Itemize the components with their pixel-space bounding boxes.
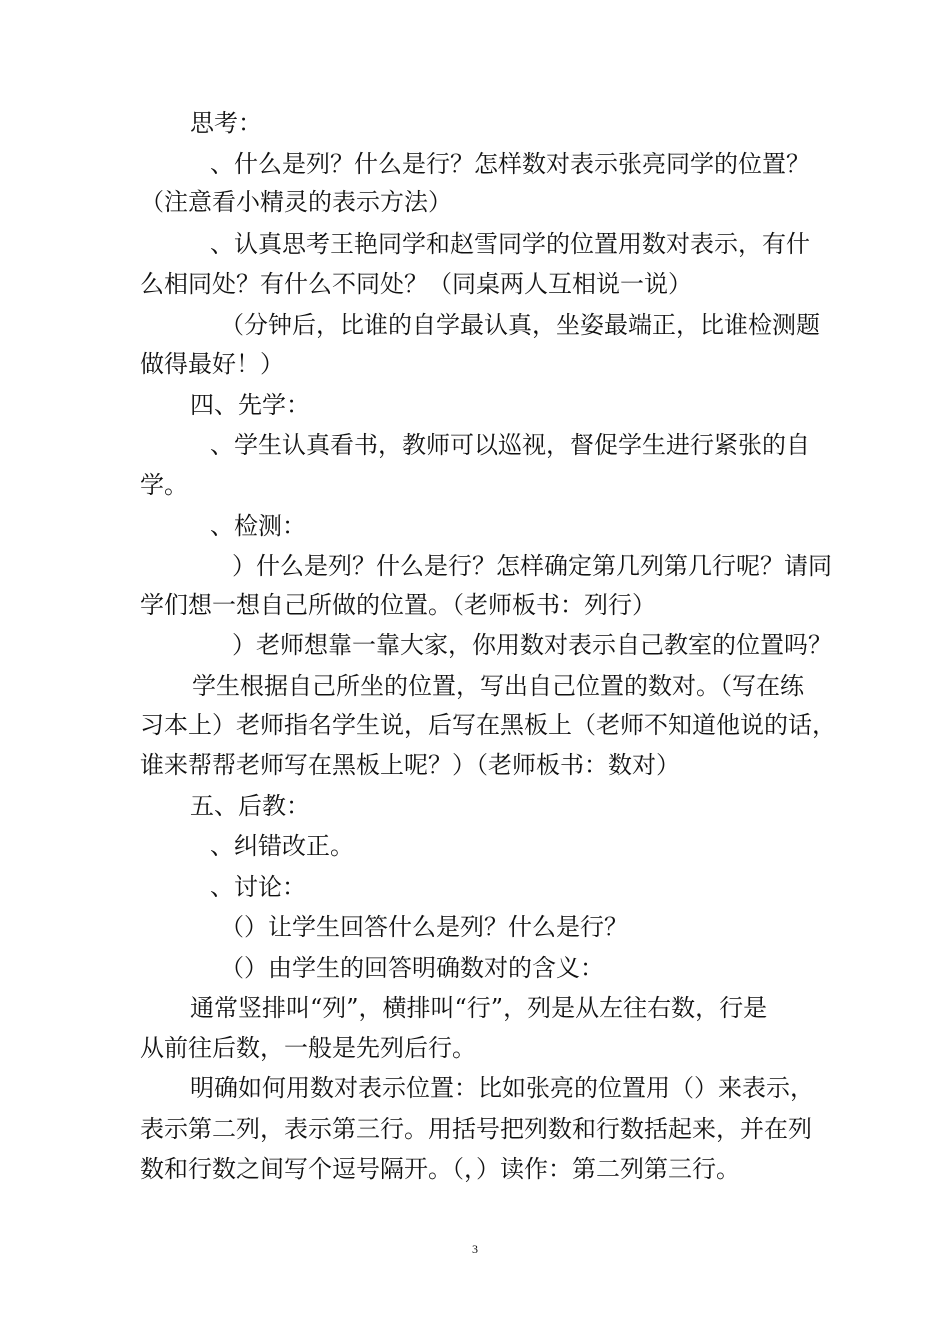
paragraph-line: 学生根据自己所坐的位置，写出自己位置的数对。（写在练	[192, 672, 804, 700]
paragraph-line: 学。	[140, 471, 188, 499]
paragraph-line: （）由学生的回答明确数对的含义：	[220, 954, 604, 982]
paragraph-line: （分钟后，比谁的自学最认真，坐姿最端正，比谁检测题	[220, 311, 820, 339]
paragraph-line: 从前往后数，一般是先列后行。	[140, 1034, 476, 1062]
paragraph-line: 、学生认真看书，教师可以巡视，督促学生进行紧张的自	[210, 431, 810, 459]
paragraph-line: 么相同处？有什么不同处？（同桌两人互相说一说）	[140, 270, 692, 298]
heading-think: 思考：	[190, 109, 262, 137]
paragraph-line: 通常竖排叫“列”，横排叫“行”，列是从左往右数，行是	[190, 994, 768, 1022]
paragraph-line: ）老师想靠一靠大家，你用数对表示自己教室的位置吗？	[232, 631, 832, 659]
paragraph-line: （注意看小精灵的表示方法）	[140, 188, 452, 216]
paragraph-line: 数和行数之间写个逗号隔开。（，）读作：第二列第三行。	[140, 1155, 740, 1183]
paragraph-line: 、什么是列？什么是行？怎样数对表示张亮同学的位置？	[210, 150, 810, 178]
paragraph-line: 明确如何用数对表示位置：比如张亮的位置用（）来表示，	[190, 1074, 814, 1102]
paragraph-line: 做得最好！）	[140, 350, 284, 378]
section-heading-5: 五、后教：	[190, 792, 310, 820]
paragraph-line: ）什么是列？什么是行？怎样确定第几列第几行呢？请同	[232, 552, 832, 580]
section-heading-4: 四、先学：	[190, 391, 310, 419]
paragraph-line: 、纠错改正。	[210, 832, 354, 860]
paragraph-line: 、认真思考王艳同学和赵雪同学的位置用数对表示，有什	[210, 230, 810, 258]
subheading-discuss: 、讨论：	[210, 873, 306, 901]
page-number: 3	[472, 1242, 478, 1256]
paragraph-line: （）让学生回答什么是列？什么是行？	[220, 913, 628, 941]
paragraph-line: 习本上）老师指名学生说，后写在黑板上（老师不知道他说的话，	[140, 711, 836, 739]
paragraph-line: 学们想一想自己所做的位置。（老师板书：列行）	[140, 591, 656, 619]
paragraph-line: 谁来帮帮老师写在黑板上呢？）（老师板书：数对）	[140, 751, 680, 779]
subheading-check: 、检测：	[210, 512, 306, 540]
paragraph-line: 表示第二列，表示第三行。用括号把列数和行数括起来，并在列	[140, 1115, 812, 1143]
